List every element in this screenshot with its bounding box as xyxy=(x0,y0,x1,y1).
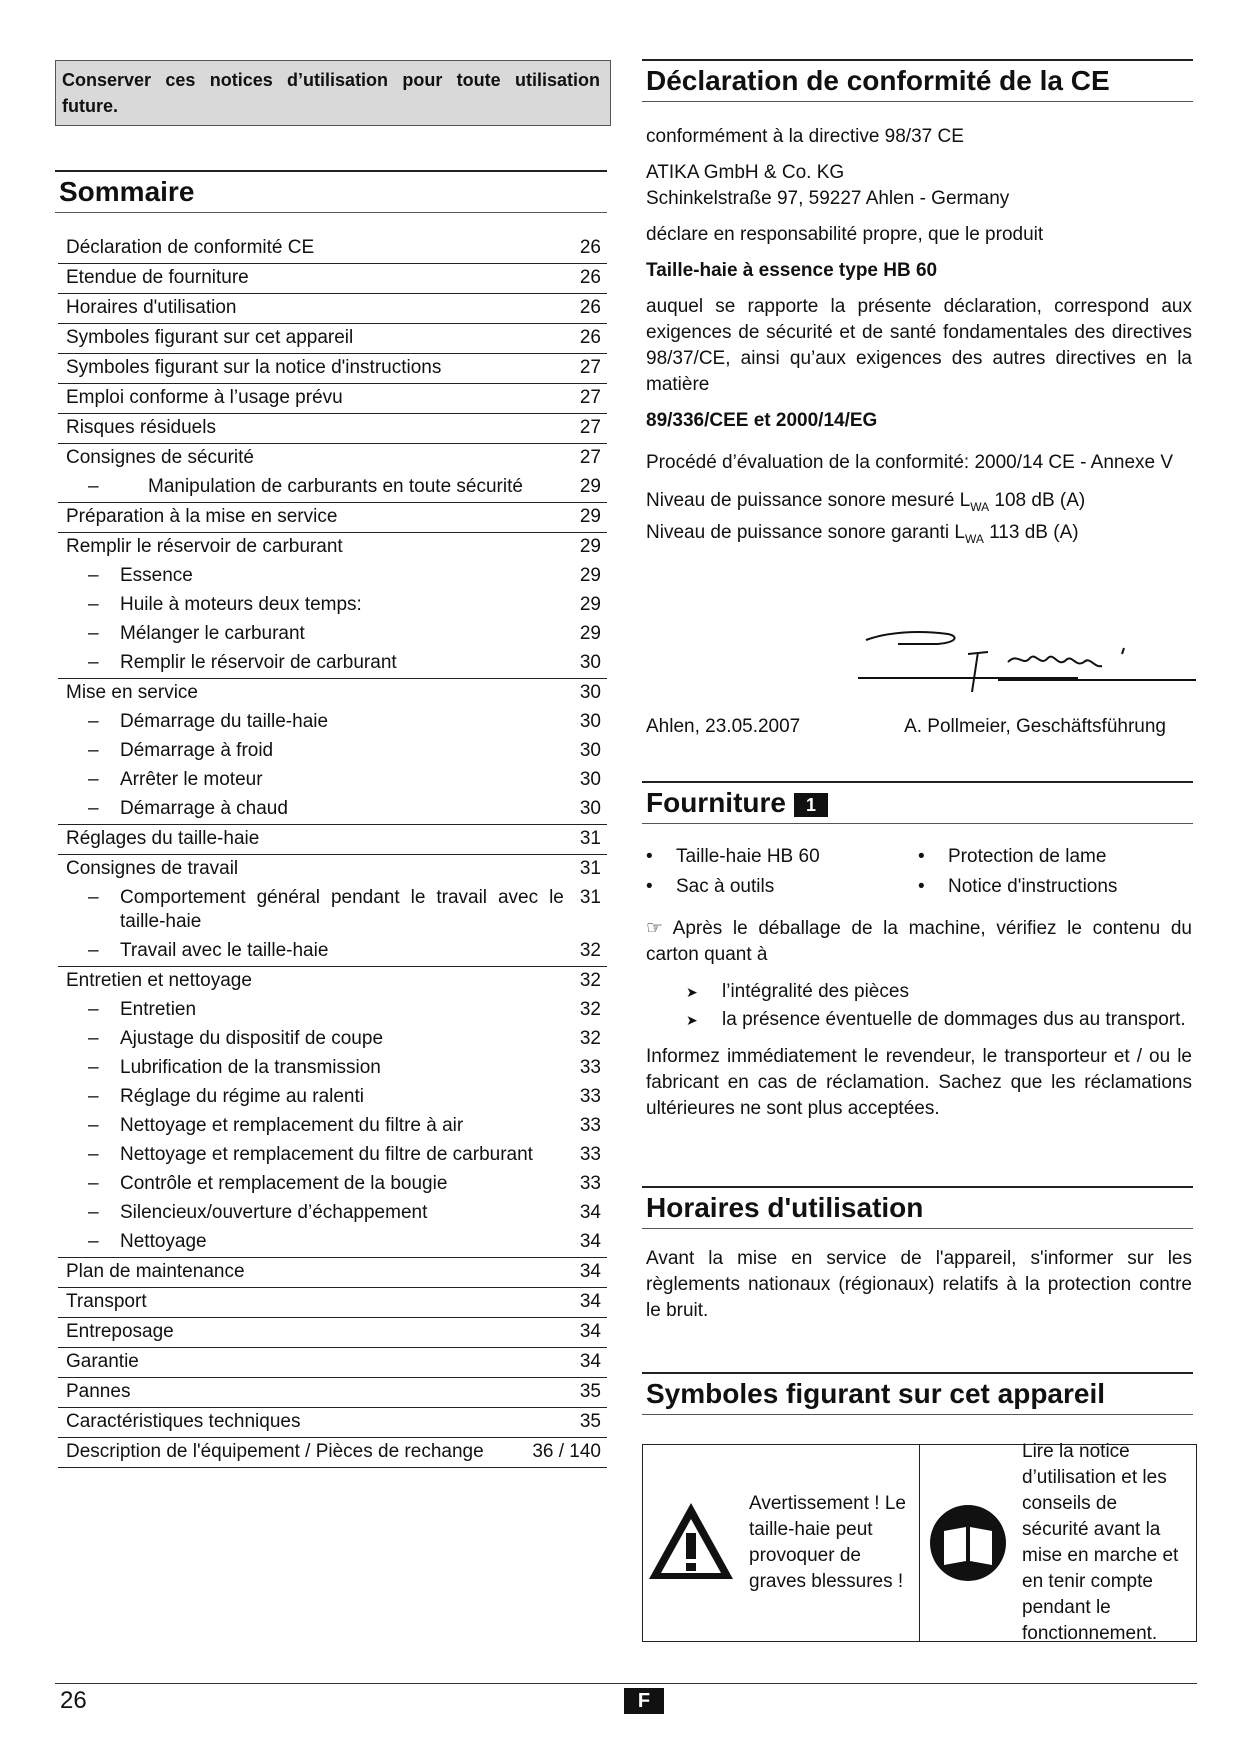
toc-entry[interactable] xyxy=(58,1348,607,1378)
toc-label: Etendue de fourniture xyxy=(66,267,249,288)
toc-label: Transport xyxy=(66,1291,147,1312)
toc-dash: – xyxy=(88,999,99,1020)
toc-entry[interactable] xyxy=(58,414,607,444)
toc-entry[interactable] xyxy=(58,444,607,473)
toc-subentry[interactable] xyxy=(58,562,607,591)
notice-box: Conserver ces notices d’utilisation pour toute utilisation future. xyxy=(55,60,611,126)
warning-symbol-cell xyxy=(643,1445,919,1641)
toc-page: 32 xyxy=(579,940,601,961)
hand-pointer-icon: ☞ xyxy=(646,918,664,939)
toc-label: Pannes xyxy=(66,1381,131,1402)
toc-page: 33 xyxy=(579,1115,601,1136)
check-item-label: la présence éventuelle de dommages dus au transport. xyxy=(722,1009,1186,1030)
toc-page: 35 xyxy=(579,1411,601,1432)
toc-page: 31 xyxy=(579,858,601,879)
toc-label: Entretien xyxy=(120,999,197,1020)
toc-dash: – xyxy=(88,565,99,586)
toc-page: 35 xyxy=(579,1381,601,1402)
toc-dash: – xyxy=(88,1057,99,1078)
fourniture-title: Fourniture 1 xyxy=(642,781,1193,824)
toc-entry[interactable] xyxy=(58,1258,607,1288)
toc-label: Consignes de travail xyxy=(66,858,239,879)
toc-entry[interactable] xyxy=(58,503,607,533)
toc-subentry[interactable] xyxy=(58,708,607,737)
toc-entry[interactable] xyxy=(58,1288,607,1318)
page-number: 26 xyxy=(60,1687,87,1714)
toc-subentry[interactable] xyxy=(58,1199,607,1228)
toc-subentry[interactable] xyxy=(58,996,607,1025)
arrow-icon: ➤ xyxy=(686,984,698,1000)
toc-dash: – xyxy=(88,1086,99,1107)
toc-dash: – xyxy=(88,623,99,644)
bullet-icon: • xyxy=(646,846,653,867)
toc-label: Risques résiduels xyxy=(66,417,216,438)
toc-dash: – xyxy=(88,1202,99,1223)
check-item xyxy=(646,1006,1192,1034)
toc-label: Remplir le réservoir de carburant xyxy=(66,536,343,557)
unpacking-hint: ☞ Après le déballage de la machine, vérifiez le contenu du carton quant à xyxy=(646,918,1192,965)
toc-entry[interactable] xyxy=(58,1408,607,1438)
toc-label: Remplir le réservoir de carburant xyxy=(120,652,397,673)
check-list xyxy=(646,978,1192,1034)
declaration-procedure: Procédé d’évaluation de la conformité: 2000/14 CE - Annexe V xyxy=(646,452,1174,473)
toc-page: 32 xyxy=(579,1028,601,1049)
toc-label: Réglages du taille-haie xyxy=(66,828,260,849)
language-badge: F xyxy=(624,1688,664,1714)
toc-entry[interactable] xyxy=(58,264,607,294)
toc-label: Garantie xyxy=(66,1351,139,1372)
toc-page: 29 xyxy=(579,594,601,615)
toc-label: Mélanger le carburant xyxy=(120,623,305,644)
place-date: Ahlen, 23.05.2007 xyxy=(646,716,801,737)
bullet-icon: • xyxy=(918,876,925,897)
toc-label: Arrêter le moteur xyxy=(120,769,263,790)
horaires-text: Avant la mise en service de l'appareil, s'informer sur les règlements nationaux (régionaux) relatifs à la protection contre le bruit. xyxy=(646,1248,1192,1321)
toc-subentry[interactable] xyxy=(58,620,607,649)
toc-subentry[interactable] xyxy=(58,937,607,967)
toc-label: Description de l'équipement / Pièces de rechange xyxy=(66,1441,484,1462)
toc-page: 26 xyxy=(579,267,601,288)
toc-entry[interactable] xyxy=(58,1318,607,1348)
toc-entry[interactable] xyxy=(58,533,607,562)
list-item-label: Protection de lame xyxy=(948,846,1107,867)
fourniture-list xyxy=(646,842,1192,902)
list-item xyxy=(646,872,918,902)
toc-dash: – xyxy=(88,1144,99,1165)
toc-page: 30 xyxy=(579,740,601,761)
toc-page: 34 xyxy=(579,1202,601,1223)
declaration-product: Taille-haie à essence type HB 60 xyxy=(646,260,938,281)
toc-page: 32 xyxy=(579,970,601,991)
toc-dash: – xyxy=(88,476,99,497)
toc-subentry[interactable] xyxy=(58,1083,607,1112)
toc-label: Horaires d'utilisation xyxy=(66,297,237,318)
manual-symbol-cell xyxy=(919,1441,1196,1644)
toc-label: Symboles figurant sur cet appareil xyxy=(66,327,354,348)
toc-dash: – xyxy=(88,1231,99,1252)
table-of-contents xyxy=(58,234,607,1468)
toc-entry[interactable] xyxy=(58,1438,607,1468)
toc-label: Ajustage du dispositif de coupe xyxy=(120,1028,384,1049)
toc-page: 33 xyxy=(579,1173,601,1194)
symboles-title: Symboles figurant sur cet appareil xyxy=(642,1372,1193,1415)
toc-page: 30 xyxy=(579,711,601,732)
warning-triangle-icon xyxy=(643,1495,739,1591)
toc-page: 34 xyxy=(579,1261,601,1282)
declaration-guaranteed: Niveau de puissance sonore garanti $L_{WA}$ 113 dB (A) xyxy=(646,521,1079,546)
toc-label: Entretien et nettoyage xyxy=(66,970,252,991)
toc-dash: – xyxy=(88,1115,99,1136)
toc-entry[interactable] xyxy=(58,294,607,324)
list-item-label: Taille-haie HB 60 xyxy=(676,846,820,867)
toc-dash: – xyxy=(88,1173,99,1194)
toc-label: Manipulation de carburants en toute sécurité xyxy=(148,476,523,497)
toc-dash: – xyxy=(88,594,99,615)
toc-page: 29 xyxy=(579,476,601,497)
read-manual-icon xyxy=(928,1503,1008,1583)
toc-dash: – xyxy=(88,652,99,673)
toc-page: 32 xyxy=(579,999,601,1020)
toc-label: Travail avec le taille-haie xyxy=(120,940,329,961)
toc-subentry[interactable] xyxy=(58,766,607,795)
toc-label: Mise en service xyxy=(66,682,198,703)
declaration-company: ATIKA GmbH & Co. KG xyxy=(646,162,845,183)
arrow-icon: ➤ xyxy=(686,1012,698,1028)
footer-rule xyxy=(55,1683,1197,1684)
toc-entry[interactable] xyxy=(58,1378,607,1408)
toc-page: 34 xyxy=(579,1321,601,1342)
toc-entry[interactable] xyxy=(58,324,607,354)
toc-dash: – xyxy=(88,711,99,732)
declaration-directives: 89/336/CEE et 2000/14/EG xyxy=(646,410,878,431)
toc-subentry[interactable] xyxy=(58,1054,607,1083)
toc-subentry[interactable] xyxy=(58,737,607,766)
toc-page: 29 xyxy=(579,536,601,557)
toc-page: 27 xyxy=(579,357,601,378)
inform-text: Informez immédiatement le revendeur, le transporteur et / ou le fabricant en cas de réclamation. Sachez que les réclamations ultérieures ne sont plus acceptées. xyxy=(646,1046,1192,1119)
toc-page: 34 xyxy=(579,1231,601,1252)
toc-entry[interactable] xyxy=(58,679,607,708)
toc-label: Préparation à la mise en service xyxy=(66,506,338,527)
toc-entry[interactable] xyxy=(58,234,607,264)
symbols-table xyxy=(642,1441,1197,1644)
warning-text: Avertissement ! Le taille-haie peut provoquer de graves blessures ! xyxy=(749,1493,907,1592)
declaration-text: auquel se rapporte la présente déclaration, correspond aux exigences de sécurité et de santé fondamentales des directives 98/37/CE, ainsi qu’aux exigences des autres directives en la matière xyxy=(646,296,1192,395)
toc-label: Caractéristiques techniques xyxy=(66,1411,301,1432)
toc-entry[interactable] xyxy=(58,967,607,996)
horaires-title: Horaires d'utilisation xyxy=(642,1186,1193,1229)
toc-label: Déclaration de conformité CE xyxy=(66,237,315,258)
toc-page: 31 xyxy=(579,828,601,849)
check-item-label: l’intégralité des pièces xyxy=(722,981,909,1002)
toc-page: 34 xyxy=(579,1291,601,1312)
toc-subentry[interactable] xyxy=(58,884,607,937)
toc-label: Symboles figurant sur la notice d'instructions xyxy=(66,357,442,378)
toc-entry[interactable] xyxy=(58,855,607,884)
toc-label: Nettoyage et remplacement du filtre à air xyxy=(120,1115,464,1136)
toc-page: 34 xyxy=(579,1351,601,1372)
signature xyxy=(858,622,1198,694)
figure-badge: 1 xyxy=(794,793,828,817)
sommaire-title: Sommaire xyxy=(55,170,607,213)
toc-subentry[interactable] xyxy=(58,591,607,620)
toc-page: 30 xyxy=(579,652,601,673)
toc-label: Essence xyxy=(120,565,193,586)
toc-label: Emploi conforme à l’usage prévu xyxy=(66,387,343,408)
toc-label: Plan de maintenance xyxy=(66,1261,245,1282)
toc-page: 27 xyxy=(579,417,601,438)
list-item xyxy=(646,842,918,872)
toc-dash: – xyxy=(88,740,99,761)
toc-label: Comportement général pendant le travail avec le taille-haie xyxy=(120,887,564,932)
declaration-body xyxy=(646,124,1192,552)
list-item xyxy=(918,872,1192,902)
bullet-icon: • xyxy=(646,876,653,897)
check-item xyxy=(646,978,1192,1006)
toc-label: Démarrage du taille-haie xyxy=(120,711,329,732)
toc-label: Contrôle et remplacement de la bougie xyxy=(120,1173,448,1194)
toc-page: 33 xyxy=(579,1057,601,1078)
toc-entry[interactable] xyxy=(58,384,607,414)
toc-subentry[interactable] xyxy=(58,1228,607,1258)
toc-page: 30 xyxy=(579,682,601,703)
toc-page: 29 xyxy=(579,506,601,527)
toc-page: 30 xyxy=(579,798,601,819)
manual-text: Lire la notice d’utilisation et les conseils de sécurité avant la mise en marche et en tenir compte pendant le fonctionnement. xyxy=(1022,1441,1179,1644)
toc-label: Huile à moteurs deux temps: xyxy=(120,594,362,615)
declaration-title: Déclaration de conformité de la CE xyxy=(642,59,1193,102)
toc-page: 29 xyxy=(579,565,601,586)
toc-dash: – xyxy=(88,798,99,819)
toc-page: 30 xyxy=(579,769,601,790)
toc-label: Réglage du régime au ralenti xyxy=(120,1086,364,1107)
toc-page: 33 xyxy=(579,1144,601,1165)
toc-subentry[interactable] xyxy=(58,1141,607,1170)
toc-dash: – xyxy=(88,940,99,961)
list-item-label: Sac à outils xyxy=(676,876,775,897)
toc-label: Démarrage à froid xyxy=(120,740,274,761)
toc-page: 27 xyxy=(579,387,601,408)
fourniture-body xyxy=(646,842,1192,1122)
toc-label: Silencieux/ouverture d’échappement xyxy=(120,1202,428,1223)
toc-subentry[interactable] xyxy=(58,649,607,679)
declaration-address: Schinkelstraße 97, 59227 Ahlen - Germany xyxy=(646,188,1010,209)
toc-entry[interactable] xyxy=(58,825,607,855)
toc-dash: – xyxy=(88,887,99,908)
declaration-directive: conformément à la directive 98/37 CE xyxy=(646,126,964,147)
toc-page: 26 xyxy=(579,327,601,348)
toc-page: 29 xyxy=(579,623,601,644)
toc-page: 33 xyxy=(579,1086,601,1107)
toc-entry[interactable] xyxy=(58,354,607,384)
declaration-measured: Niveau de puissance sonore mesuré $L_{WA}$ 108 dB (A) xyxy=(646,490,1086,514)
toc-dash: – xyxy=(88,769,99,790)
toc-subentry[interactable] xyxy=(58,473,607,503)
declaration-declares: déclare en responsabilité propre, que le produit xyxy=(646,224,1044,245)
toc-label: Démarrage à chaud xyxy=(120,798,288,819)
toc-page: 27 xyxy=(579,447,601,468)
toc-page: 31 xyxy=(579,887,601,908)
toc-page: 26 xyxy=(579,297,601,318)
toc-dash: – xyxy=(88,1028,99,1049)
list-item xyxy=(918,842,1192,872)
toc-subentry[interactable] xyxy=(58,1025,607,1054)
toc-subentry[interactable] xyxy=(58,795,607,825)
toc-subentry[interactable] xyxy=(58,1112,607,1141)
toc-label: Nettoyage et remplacement du filtre de carburant xyxy=(120,1144,533,1165)
toc-label: Entreposage xyxy=(66,1321,174,1342)
bullet-icon: • xyxy=(918,846,925,867)
toc-label: Nettoyage xyxy=(120,1231,207,1252)
signature-line xyxy=(646,714,1192,740)
toc-label: Consignes de sécurité xyxy=(66,447,254,468)
toc-subentry[interactable] xyxy=(58,1170,607,1199)
toc-label: Lubrification de la transmission xyxy=(120,1057,381,1078)
toc-page: 36 / 140 xyxy=(532,1441,601,1462)
list-item-label: Notice d'instructions xyxy=(948,876,1118,897)
toc-page: 26 xyxy=(579,237,601,258)
signatory: A. Pollmeier, Geschäftsführung xyxy=(904,716,1166,737)
